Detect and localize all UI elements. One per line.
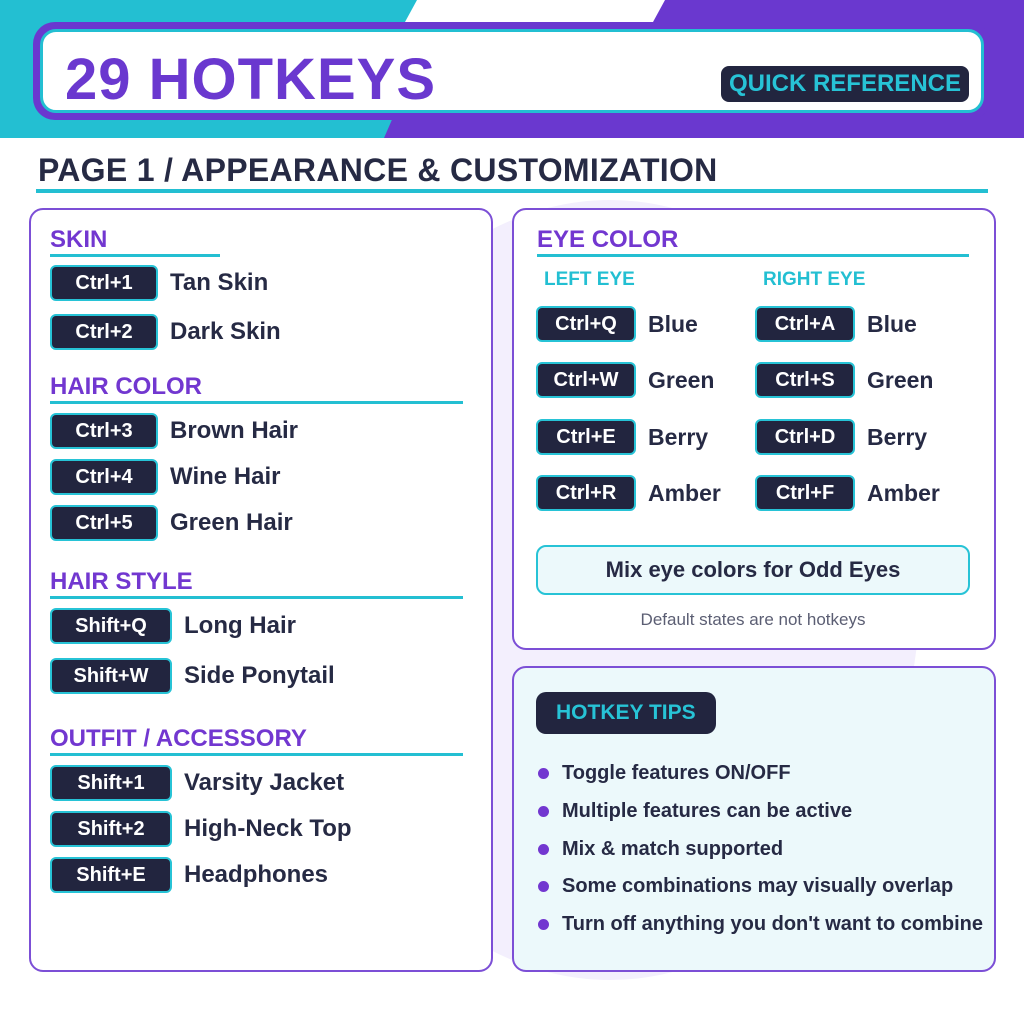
hotkey-label: Berry bbox=[648, 423, 709, 450]
hotkey-key: Ctrl+R bbox=[536, 475, 636, 511]
header-band-notch bbox=[405, 0, 665, 22]
tip-text: Turn off anything you don't want to combine bbox=[562, 913, 984, 935]
hotkey-label: Green bbox=[867, 366, 934, 393]
section-rule-outfit bbox=[50, 753, 463, 756]
hotkey-tips-title: HOTKEY TIPS bbox=[536, 692, 716, 734]
hotkey-row bbox=[50, 811, 352, 847]
hotkey-row bbox=[50, 314, 281, 350]
section-title-skin: SKIN bbox=[50, 226, 108, 253]
bullet-icon bbox=[538, 768, 549, 779]
main-title: 29 HOTKEYS bbox=[65, 47, 436, 112]
title-box bbox=[40, 29, 984, 113]
hotkey-key: Ctrl+S bbox=[755, 362, 855, 398]
section-title-hair-color: HAIR COLOR bbox=[50, 373, 202, 400]
hotkey-row bbox=[50, 459, 280, 495]
section-title-outfit: OUTFIT / ACCESSORY bbox=[50, 725, 307, 752]
hotkey-row bbox=[50, 765, 344, 801]
section-rule-eye-color bbox=[537, 254, 969, 257]
section-title-eye-color: EYE COLOR bbox=[537, 226, 679, 253]
tip-text: Toggle features ON/OFF bbox=[562, 762, 791, 784]
hotkey-key: Shift+W bbox=[50, 658, 172, 694]
hotkey-label: Brown Hair bbox=[170, 417, 299, 444]
title-frame bbox=[33, 22, 991, 120]
page-heading: PAGE 1 / APPEARANCE & CUSTOMIZATION bbox=[38, 152, 718, 188]
bullet-icon bbox=[538, 881, 549, 892]
tip-item bbox=[538, 838, 783, 861]
hotkey-row bbox=[755, 475, 940, 511]
section-title-hair-style: HAIR STYLE bbox=[50, 568, 193, 595]
hotkey-label: Dark Skin bbox=[170, 318, 281, 345]
hotkey-key: Shift+E bbox=[50, 857, 172, 893]
right-eye-title: RIGHT EYE bbox=[763, 269, 866, 290]
hotkey-row bbox=[536, 475, 721, 511]
hotkey-key: Ctrl+E bbox=[536, 419, 636, 455]
hotkey-label: Wine Hair bbox=[170, 463, 281, 490]
hotkey-key: Shift+Q bbox=[50, 608, 172, 644]
hotkey-row bbox=[755, 362, 933, 398]
hotkey-label: Headphones bbox=[184, 861, 329, 888]
hotkey-key: Ctrl+F bbox=[755, 475, 855, 511]
hotkey-label: Blue bbox=[648, 310, 698, 337]
bullet-icon bbox=[538, 844, 549, 855]
hotkey-row bbox=[536, 306, 698, 342]
hotkey-label: Tan Skin bbox=[170, 269, 269, 296]
tip-text: Some combinations may visually overlap bbox=[562, 875, 954, 897]
hotkey-label: High-Neck Top bbox=[184, 815, 352, 842]
hotkey-label: Amber bbox=[648, 479, 721, 506]
hotkey-row bbox=[50, 413, 298, 449]
tip-item bbox=[538, 875, 953, 898]
hotkey-row bbox=[50, 608, 296, 644]
hotkey-row bbox=[50, 857, 328, 893]
hotkey-row bbox=[536, 362, 714, 398]
hotkey-key: Ctrl+Q bbox=[536, 306, 636, 342]
section-rule-hair-style bbox=[50, 596, 463, 599]
hotkey-key: Shift+2 bbox=[50, 811, 172, 847]
hotkey-label: Blue bbox=[867, 310, 917, 337]
bullet-icon bbox=[538, 806, 549, 817]
hotkey-label: Amber bbox=[867, 479, 940, 506]
page-heading-rule bbox=[36, 189, 988, 193]
hotkey-key: Shift+1 bbox=[50, 765, 172, 801]
default-states-note: Default states are not hotkeys bbox=[640, 610, 866, 629]
hotkey-label: Green bbox=[648, 366, 715, 393]
tip-item bbox=[538, 800, 852, 823]
bullet-icon bbox=[538, 919, 549, 930]
section-rule-skin bbox=[50, 254, 220, 257]
hotkey-key: Ctrl+A bbox=[755, 306, 855, 342]
hotkey-key: Ctrl+5 bbox=[50, 505, 158, 541]
hotkey-label: Green Hair bbox=[170, 509, 293, 536]
hotkey-label: Varsity Jacket bbox=[184, 769, 345, 796]
section-rule-hair-color bbox=[50, 401, 463, 404]
tip-item bbox=[538, 913, 983, 936]
hotkey-label: Side Ponytail bbox=[184, 662, 335, 689]
hotkey-row bbox=[50, 265, 268, 301]
tip-item bbox=[538, 762, 791, 785]
quick-reference-badge: QUICK REFERENCE bbox=[721, 66, 969, 102]
hotkey-key: Ctrl+4 bbox=[50, 459, 158, 495]
hotkey-key: Ctrl+W bbox=[536, 362, 636, 398]
hotkey-label: Berry bbox=[867, 423, 928, 450]
hotkey-key: Ctrl+D bbox=[755, 419, 855, 455]
odd-eyes-note: Mix eye colors for Odd Eyes bbox=[536, 545, 970, 595]
hotkey-row bbox=[536, 419, 708, 455]
hotkey-row bbox=[755, 419, 927, 455]
hotkey-label: Long Hair bbox=[184, 612, 296, 639]
hotkey-row bbox=[50, 505, 293, 541]
tip-text: Mix & match supported bbox=[562, 838, 784, 860]
hotkey-key: Ctrl+1 bbox=[50, 265, 158, 301]
hotkey-row bbox=[755, 306, 917, 342]
hotkey-row bbox=[50, 658, 335, 694]
hotkey-key: Ctrl+2 bbox=[50, 314, 158, 350]
tip-text: Multiple features can be active bbox=[562, 800, 853, 822]
hotkey-key: Ctrl+3 bbox=[50, 413, 158, 449]
left-eye-title: LEFT EYE bbox=[544, 269, 635, 290]
